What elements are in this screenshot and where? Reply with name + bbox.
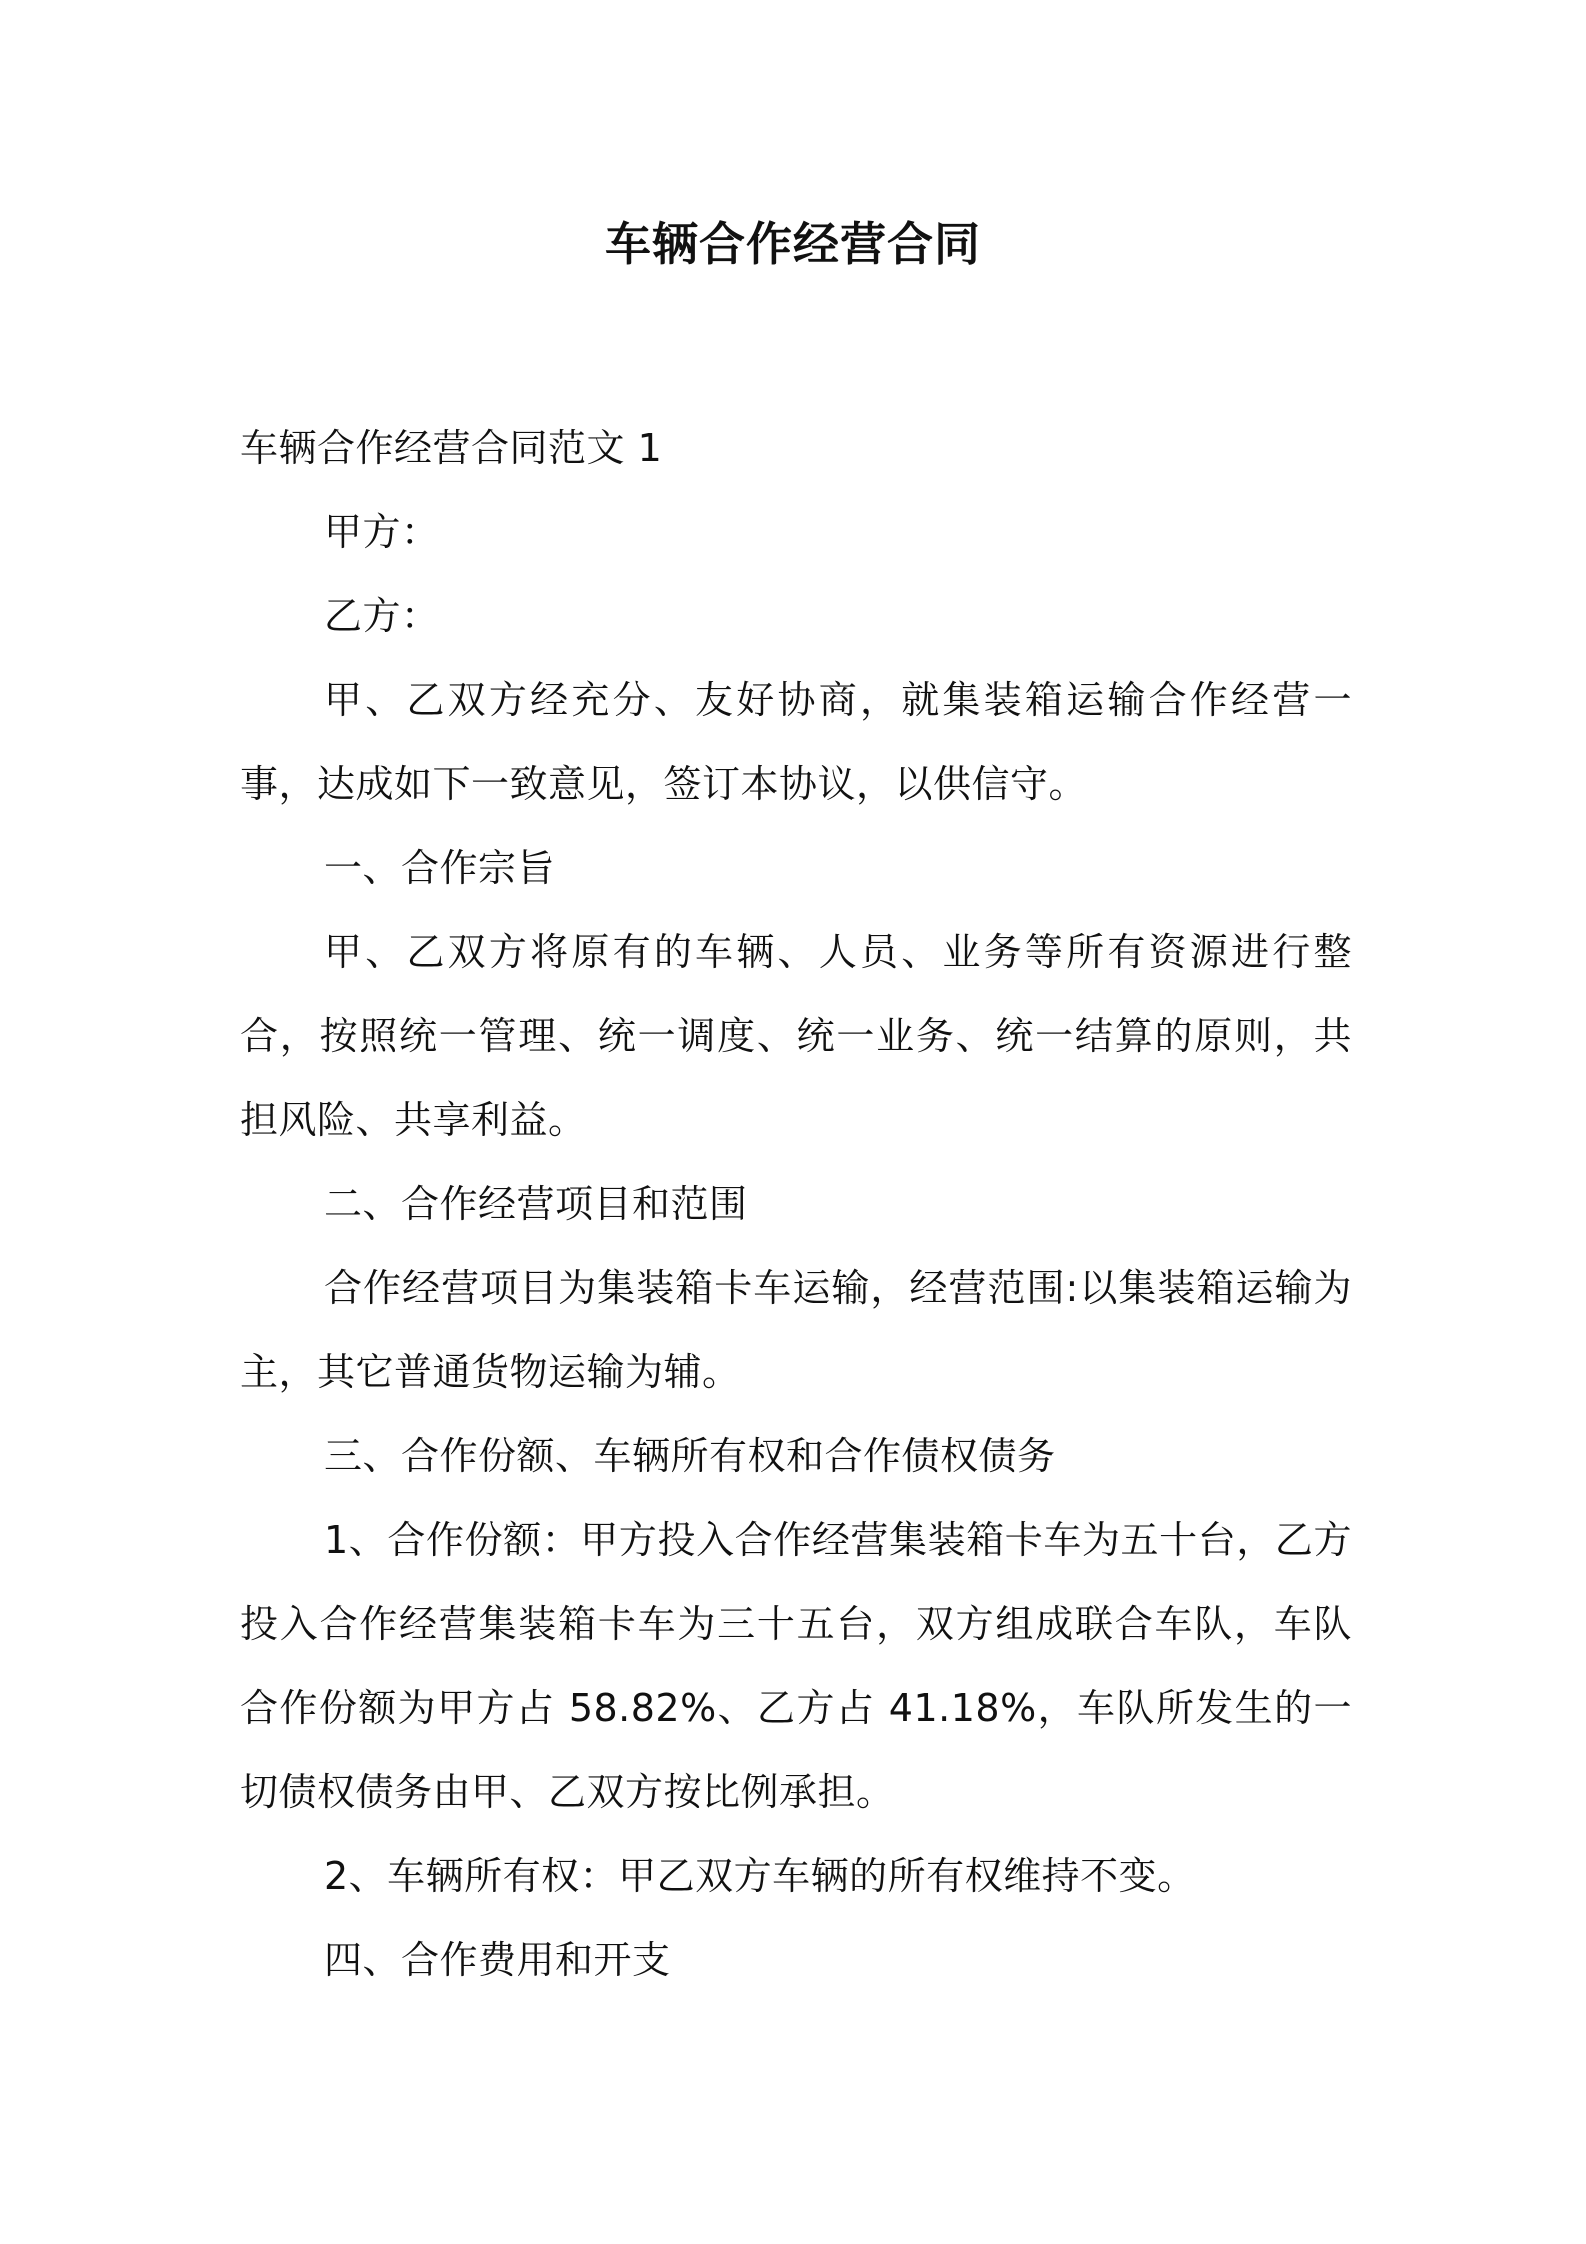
section-heading: 三、合作份额、车辆所有权和合作债权债务 bbox=[324, 1434, 1056, 1478]
section-heading: 四、合作费用和开支 bbox=[324, 1938, 671, 1982]
party-a-line: 甲方： bbox=[324, 510, 440, 554]
section-heading: 二、合作经营项目和范围 bbox=[324, 1182, 748, 1226]
section-paragraph: 甲、乙双方将原有的车辆、人员、业务等所有资源进行整合，按照统一管理、统一调度、统一业务、统一结算的原则，共担风险、共享利益。 bbox=[240, 930, 1352, 1142]
section-paragraph: 2、车辆所有权：甲乙双方车辆的所有权维持不变。 bbox=[324, 1854, 1196, 1898]
preamble-paragraph: 甲、乙双方经充分、友好协商，就集装箱运输合作经营一事，达成如下一致意见，签订本协议，以供信守。 bbox=[240, 678, 1352, 806]
document-body bbox=[240, 406, 1352, 2002]
party-b-line: 乙方： bbox=[324, 594, 440, 638]
section-paragraph: 合作经营项目为集装箱卡车运输，经营范围:以集装箱运输为主，其它普通货物运输为辅。 bbox=[240, 1266, 1352, 1394]
section-paragraph: 1、合作份额：甲方投入合作经营集装箱卡车为五十台，乙方投入合作经营集装箱卡车为三十五台，双方组成联合车队，车队合作份额为甲方占 58.82%、乙方占 41.18%，车队所发生的一切债权债务由甲、乙双方按比例承担。 bbox=[240, 1518, 1352, 1814]
sample-heading: 车辆合作经营合同范文 1 bbox=[240, 426, 663, 470]
document-title: 车辆合作经营合同 bbox=[605, 217, 981, 271]
section-heading: 一、合作宗旨 bbox=[324, 846, 556, 890]
